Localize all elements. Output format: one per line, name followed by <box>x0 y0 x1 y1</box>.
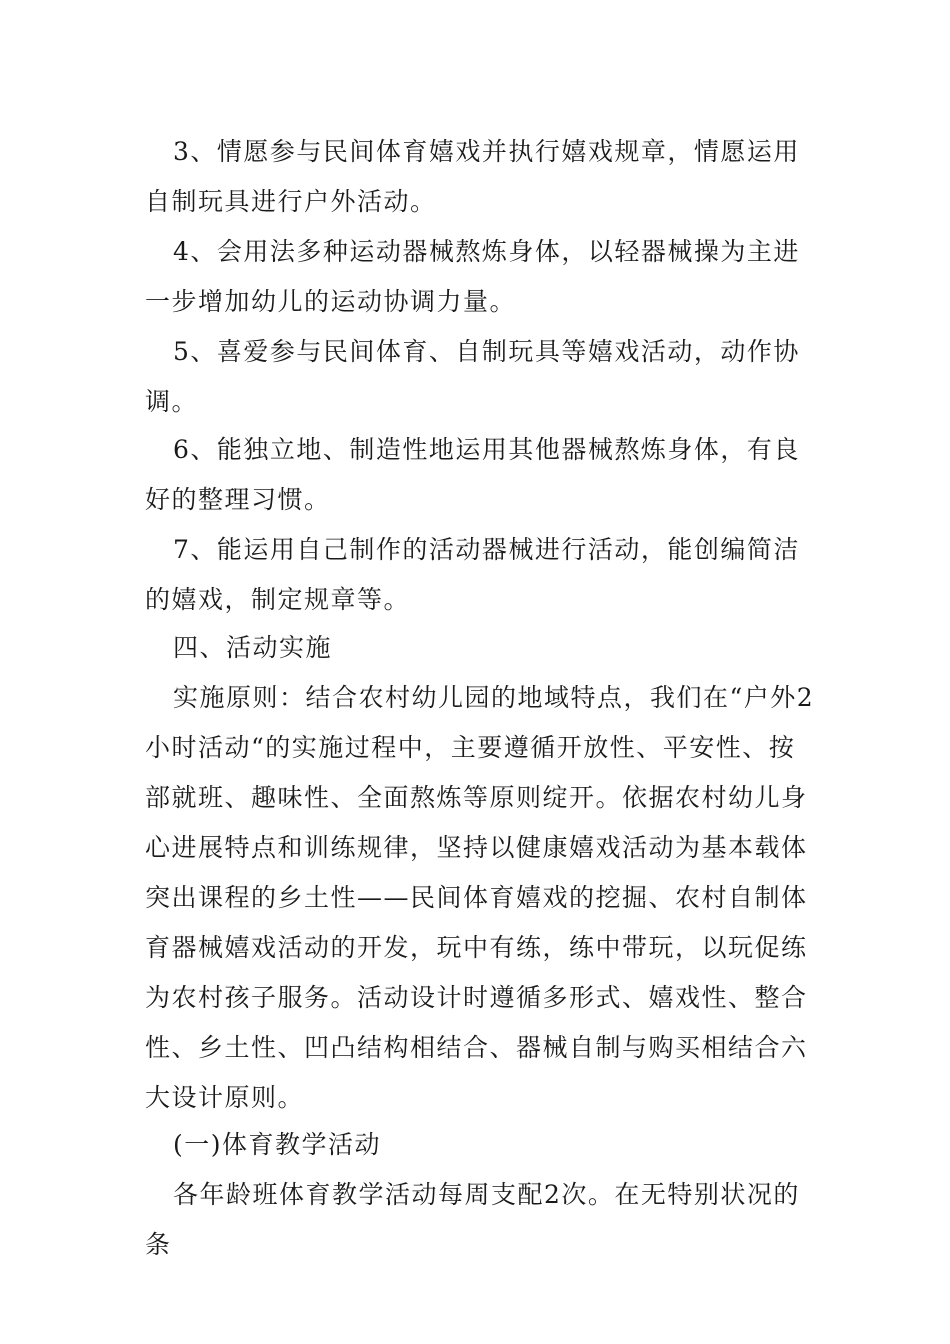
paragraph-implementation-principles: 实施原则：结合农村幼儿园的地域特点，我们在“户外2小时活动“的实施过程中，主要遵循开放性、平安性、按部就班、趣味性、全面熬炼等原则绽开。依据农村幼儿身心进展特点和训练规律，坚持以健康嬉戏活动为基本载体突出课程的乡土性——民间体育嬉戏的挖掘、农村自制体育器械嬉戏活动的开发，玩中有练，练中带玩，以玩促练为农村孩子服务。活动设计时遵循多形式、嬉戏性、整合性、乡土性、凹凸结构相结合、器械自制与购买相结合六大设计原则。 <box>145 683 815 1112</box>
section-heading-implementation: 四、活动实施 <box>173 633 333 662</box>
paragraph-pe-teaching: 各年龄班体育教学活动每周支配2次。在无特别状况的条 <box>145 1180 800 1259</box>
paragraph-goal-4: 4、会用法多种运动器械熬炼身体，以轻器械操为主进一步增加幼儿的运动协调力量。 <box>145 237 800 316</box>
paragraph-goal-3: 3、情愿参与民间体育嬉戏并执行嬉戏规章，情愿运用自制玩具进行户外活动。 <box>145 137 800 216</box>
paragraph-goal-6: 6、能独立地、制造性地运用其他器械熬炼身体，有良好的整理习惯。 <box>145 435 800 514</box>
paragraph-goal-7: 7、能运用自己制作的活动器械进行活动，能创编简洁的嬉戏，制定规章等。 <box>145 535 800 614</box>
subheading-pe-teaching: (一)体育教学活动 <box>173 1130 382 1159</box>
paragraph-goal-5: 5、喜爱参与民间体育、自制玩具等嬉戏活动，动作协调。 <box>145 337 800 416</box>
